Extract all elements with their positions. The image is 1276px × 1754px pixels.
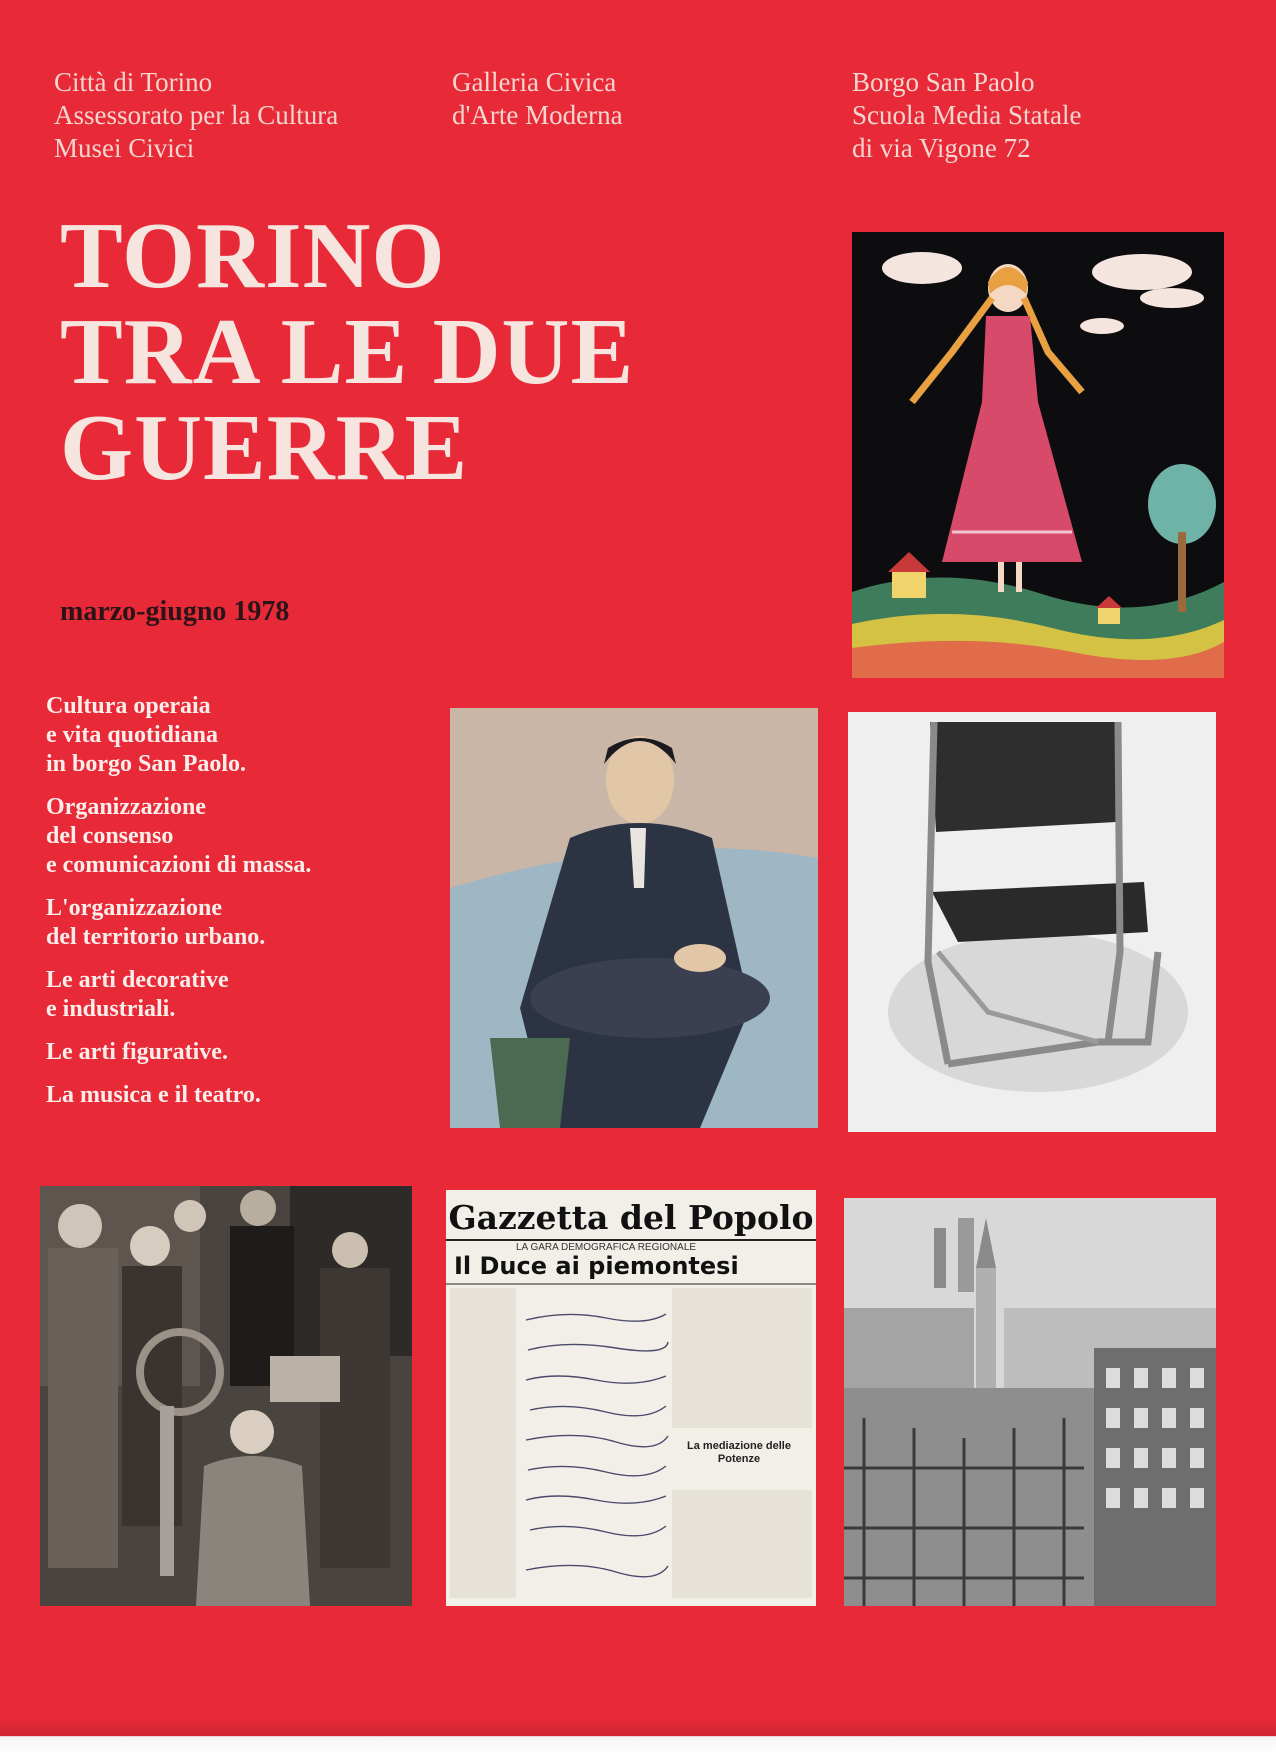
header-line: Galleria Civica [452,67,617,97]
topic-item [46,894,446,952]
topic-line: in borgo San Paolo. [46,751,247,777]
topic-line: La musica e il teatro. [46,1082,261,1108]
title-line: TRA LE DUE [60,300,635,404]
header-line: Città di Torino [54,67,213,97]
header-line: di via Vigone 72 [852,133,1031,163]
topic-line: Le arti decorative [46,967,229,993]
newspaper-subhead: LA GARA DEMOGRAFICA REGIONALE [516,1242,697,1253]
topic-line: e comunicazioni di massa. [46,852,312,878]
title-line: TORINO [60,204,446,308]
header-publisher [54,66,338,165]
newspaper-side-headline: La mediazione delle Potenze [687,1440,791,1465]
topic-item [46,692,446,779]
header-line: Musei Civici [54,133,195,163]
topic-item [46,966,446,1024]
topic-line: del territorio urbano. [46,924,266,950]
header-school [852,66,1081,165]
newspaper-image [446,1190,816,1606]
workers-photo-image [40,1186,412,1606]
cover-title [60,204,635,500]
header-line: Scuola Media Statale [852,100,1082,130]
topic-list [46,692,446,1124]
topic-line: L'organizzazione [46,895,222,921]
chair-photo-image [848,712,1216,1132]
topic-line: e vita quotidiana [46,722,219,748]
newspaper-masthead: Gazzetta del Popolo [448,1198,814,1237]
city-construction-photo-image [844,1198,1216,1606]
header-line: Assessorato per la Cultura [54,100,339,130]
newspaper-headline: Il Duce ai piemontesi [454,1252,739,1280]
header-line: Borgo San Paolo [852,67,1035,97]
topic-item [46,1081,446,1110]
topic-line: Cultura operaia [46,693,211,719]
title-line: GUERRE [60,396,469,500]
topic-line: e industriali. [46,996,176,1022]
topic-line: del consenso [46,823,174,849]
topic-line: Organizzazione [46,794,206,820]
header-line: d'Arte Moderna [452,100,623,130]
topic-line: Le arti figurative. [46,1039,228,1065]
topic-item [46,1038,446,1067]
exhibition-dates: marzo-giugno 1978 [60,596,290,627]
illustration-girl-image [852,232,1224,678]
topic-item [46,793,446,880]
portrait-painting-image [450,708,818,1128]
header-gallery [452,66,623,132]
